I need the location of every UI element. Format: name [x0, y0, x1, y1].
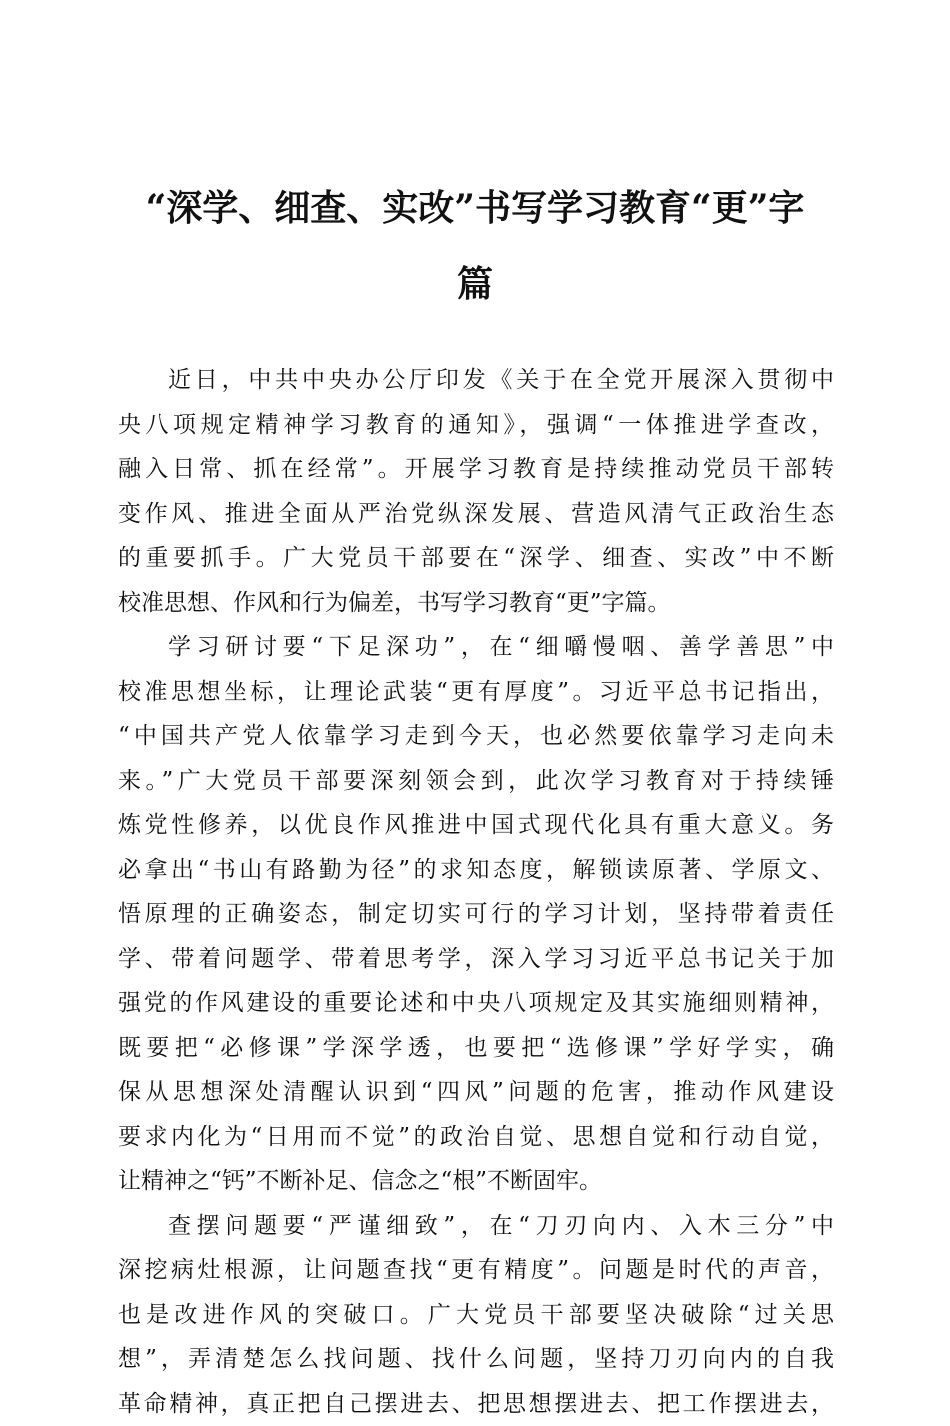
- paragraph-line: 炼党性修养，以优良作风推进中国式现代化具有重大意义。务: [118, 803, 834, 848]
- paragraph-line: 近日，中共中央办公厅印发《关于在全党开展深入贯彻中: [118, 358, 834, 403]
- paragraph-line: 要求内化为“日用而不觉”的政治自觉、思想自觉和行动自觉，: [118, 1115, 834, 1160]
- paragraph-line: 想”，弄清楚怎么找问题、找什么问题，坚持刀刃向内的自我: [118, 1337, 834, 1382]
- paragraph-line: 强党的作风建设的重要论述和中央八项规定及其实施细则精神，: [118, 981, 834, 1026]
- paragraph-3: [118, 1204, 834, 1426]
- paragraph-line: 让精神之“钙”不断补足、信念之“根”不断固牢。: [118, 1159, 834, 1204]
- paragraph-line: “中国共产党人依靠学习走到今天，也必然要依靠学习走向未: [118, 714, 834, 759]
- paragraph-2: [118, 625, 834, 1204]
- title-line-1: “深学、细查、实改”书写学习教育“更”字: [110, 170, 840, 246]
- paragraph-line: 深挖病灶根源，让问题查找“更有精度”。问题是时代的声音，: [118, 1248, 834, 1293]
- paragraph-line: 校准思想、作风和行为偏差，书写学习教育“更”字篇。: [118, 581, 834, 626]
- paragraph-line: 悟原理的正确姿态，制定切实可行的学习计划，坚持带着责任: [118, 892, 834, 937]
- paragraph-line: 保从思想深处清醒认识到“四风”问题的危害，推动作风建设: [118, 1070, 834, 1115]
- paragraph-line: 学、带着问题学、带着思考学，深入学习习近平总书记关于加: [118, 937, 834, 982]
- paragraph-line: 来。”广大党员干部要深刻领会到，此次学习教育对于持续锤: [118, 759, 834, 804]
- paragraph-line: 变作风、推进全面从严治党纵深发展、营造风清气正政治生态: [118, 492, 834, 537]
- paragraph-line: 革命精神，真正把自己摆进去、把思想摆进去、把工作摆进去，: [118, 1382, 834, 1426]
- paragraph-line: 必拿出“书山有路勤为径”的求知态度，解锁读原著、学原文、: [118, 848, 834, 893]
- paragraph-line: 既要把“必修课”学深学透，也要把“选修课”学好学实，确: [118, 1026, 834, 1071]
- paragraph-line: 央八项规定精神学习教育的通知》，强调“一体推进学查改，: [118, 403, 834, 448]
- paragraph-line: 的重要抓手。广大党员干部要在“深学、细查、实改”中不断: [118, 536, 834, 581]
- paragraph-1: [118, 358, 834, 625]
- paragraph-line: 也是改进作风的突破口。广大党员干部要坚决破除“过关思: [118, 1293, 834, 1338]
- paragraph-line: 学习研讨要“下足深功”，在“细嚼慢咽、善学善思”中: [118, 625, 834, 670]
- document-title: [110, 170, 840, 322]
- paragraph-line: 校准思想坐标，让理论武装“更有厚度”。习近平总书记指出，: [118, 670, 834, 715]
- paragraph-line: 融入日常、抓在经常”。开展学习教育是持续推动党员干部转: [118, 447, 834, 492]
- paragraph-line: 查摆问题要“严谨细致”，在“刀刃向内、入木三分”中: [118, 1204, 834, 1249]
- title-line-2: 篇: [110, 246, 840, 322]
- document-body: [118, 358, 834, 1426]
